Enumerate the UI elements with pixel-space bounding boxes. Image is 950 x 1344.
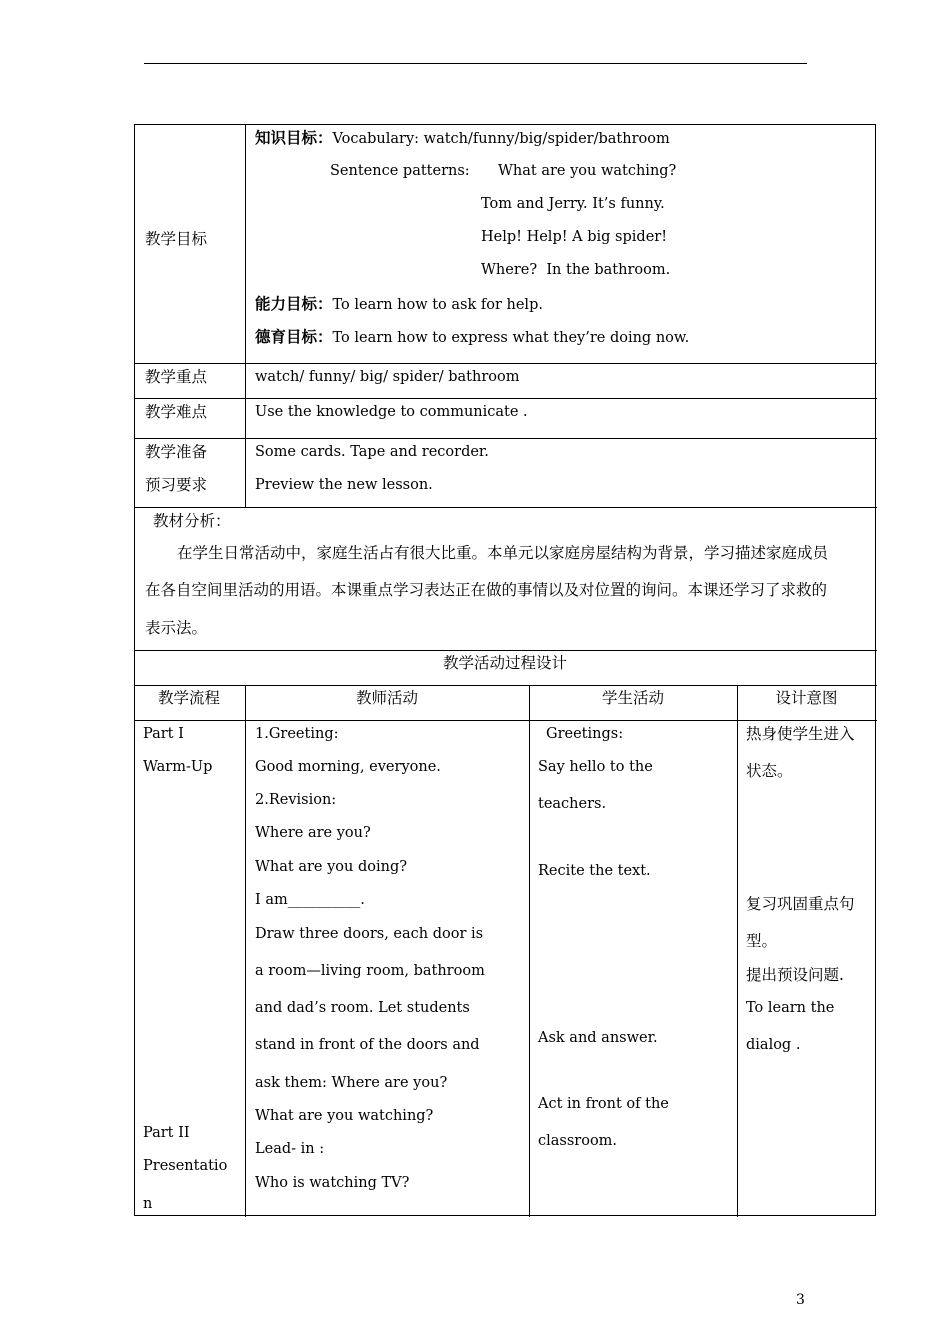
header-intent: 设计意图 — [775, 689, 838, 707]
moral-text: To learn how to express what they’re doing now. — [332, 330, 690, 346]
analysis-title: 教材分析： — [153, 512, 231, 530]
intent-line: 型。 — [746, 932, 778, 950]
teacher-line: What are you watching? — [255, 1108, 434, 1124]
header-rule — [144, 63, 807, 64]
teacher-line: ask them: Where are you? — [255, 1075, 448, 1091]
flow-item: Warm-Up — [143, 759, 213, 775]
student-line: classroom. — [538, 1133, 618, 1149]
student-line: Greetings: — [546, 726, 624, 742]
analysis-line: 在各自空间里活动的用语。本课重点学习表达正在做的事情以及对位置的询问。本课还学习了求救的 — [145, 581, 828, 599]
key-points-label: 教学重点 — [145, 368, 208, 386]
preparation-text: Some cards. Tape and recorder. — [255, 444, 489, 460]
student-line: teachers. — [538, 796, 607, 812]
header-teacher: 教师活动 — [355, 689, 418, 707]
teacher-line: 2.Revision: — [255, 792, 337, 808]
sentence-item: Tom and Jerry. It’s funny. — [481, 196, 665, 212]
ability-objective — [255, 295, 543, 314]
header-flow: 教学流程 — [157, 689, 220, 707]
student-line: Act in front of the — [538, 1096, 669, 1112]
page-number: 3 — [796, 1292, 805, 1308]
teacher-line: 1.Greeting: — [255, 726, 339, 742]
teacher-line: Who is watching TV? — [255, 1175, 410, 1191]
preparation-label: 教学准备 — [145, 443, 208, 461]
moral-objective — [255, 328, 689, 347]
objectives-label: 教学目标 — [145, 230, 208, 248]
teacher-line: What are you doing? — [255, 859, 408, 875]
preview-label: 预习要求 — [145, 476, 208, 494]
sentence-patterns-label: Sentence patterns: — [330, 163, 470, 179]
intent-line: dialog . — [746, 1037, 801, 1053]
difficulties-text: Use the knowledge to communicate . — [255, 404, 528, 420]
difficulties-label: 教学难点 — [145, 403, 208, 421]
analysis-line: 在学生日常活动中，家庭生活占有很大比重。本单元以家庭房屋结构为背景，学习描述家庭成员 — [177, 544, 829, 562]
ability-label: 能力目标： — [255, 294, 333, 313]
moral-label: 德育目标： — [255, 327, 333, 346]
analysis-line: 表示法。 — [145, 619, 208, 637]
intent-line: 状态。 — [746, 762, 793, 780]
key-points-text: watch/ funny/ big/ spider/ bathroom — [255, 369, 520, 385]
intent-line: 复习巩固重点句 — [746, 895, 855, 913]
teacher-line: Lead- in : — [255, 1141, 325, 1157]
teacher-line: stand in front of the doors and — [255, 1037, 480, 1053]
teacher-line: I am__________. — [255, 892, 365, 908]
sentence-item: Help! Help! A big spider! — [481, 229, 668, 245]
student-line: Say hello to the — [538, 759, 653, 775]
flow-item: Part II — [143, 1125, 190, 1141]
ability-text: To learn how to ask for help. — [332, 297, 543, 313]
teacher-line: Where are you? — [255, 825, 371, 841]
sentence-item: Where? In the bathroom. — [481, 262, 671, 278]
teacher-line: Good morning, everyone. — [255, 759, 441, 775]
intent-line: 提出预设问题. — [746, 966, 844, 984]
intent-line: 热身使学生进入 — [746, 725, 855, 743]
process-title: 教学活动过程设计 — [442, 654, 567, 672]
header-student: 学生活动 — [601, 689, 664, 707]
teacher-line: a room—living room, bathroom — [255, 963, 485, 979]
flow-item: n — [143, 1196, 153, 1212]
flow-item: Part I — [143, 726, 184, 742]
student-line: Ask and answer. — [538, 1030, 658, 1046]
intent-line: To learn the — [746, 1000, 835, 1016]
teacher-line: and dad’s room. Let students — [255, 1000, 470, 1016]
flow-item: Presentatio — [143, 1158, 228, 1174]
student-line: Recite the text. — [538, 863, 651, 879]
teacher-line: Draw three doors, each door is — [255, 926, 484, 942]
preview-text: Preview the new lesson. — [255, 477, 433, 493]
knowledge-objective — [255, 129, 670, 148]
sentence-item: What are you watching? — [498, 163, 677, 179]
knowledge-text: Vocabulary: watch/funny/big/spider/bathroom — [332, 131, 670, 147]
knowledge-label: 知识目标： — [255, 128, 333, 147]
